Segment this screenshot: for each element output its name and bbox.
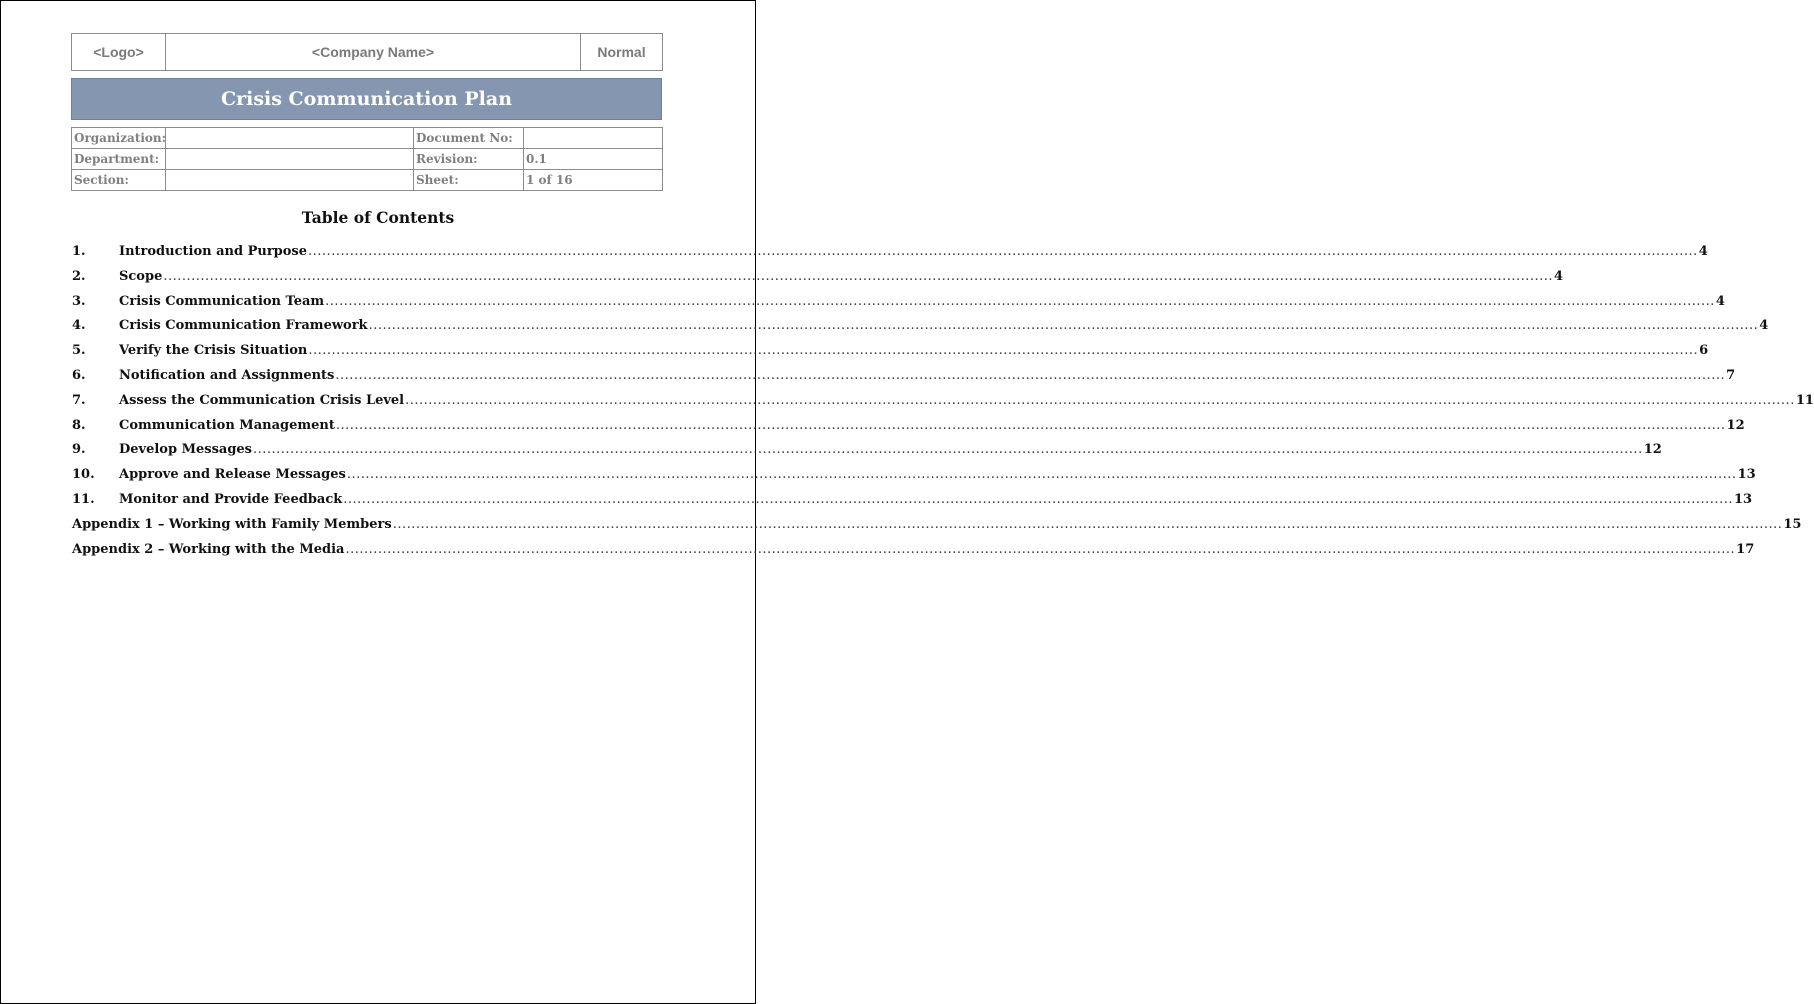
table-of-contents — [72, 244, 1814, 566]
organization-value — [166, 128, 414, 149]
toc-entry-label[interactable]: Crisis Communication Framework — [119, 318, 368, 334]
toc-leader-dots: ............................................................................................................................................................................................................................................................................................................ — [308, 343, 1699, 359]
toc-entry-page: 4 — [1715, 293, 1725, 309]
toc-leader-dots: ............................................................................................................................................................................................................................................................................................................ — [405, 392, 1795, 408]
toc-entry-label[interactable]: Assess the Communication Crisis Level — [119, 392, 405, 408]
toc-entry[interactable] — [72, 442, 1662, 467]
toc-leader-dots: ............................................................................................................................................................................................................................................................................................................ — [308, 244, 1698, 259]
toc-entry-number: 3. — [72, 293, 86, 309]
toc-entry-page: 4 — [1698, 244, 1708, 259]
style-label: Normal — [581, 34, 663, 71]
toc-heading: Table of Contents — [301, 208, 455, 227]
toc-entry-page: 7 — [1726, 367, 1736, 383]
section-label: Section: — [72, 170, 166, 191]
toc-leader-dots: ............................................................................................................................................................................................................................................................................................................ — [335, 417, 1726, 433]
toc-entry-label[interactable]: Verify the Crisis Situation — [119, 343, 308, 359]
toc-entry-label[interactable]: Approve and Release Messages — [119, 467, 346, 483]
toc-entry[interactable] — [72, 491, 1753, 517]
toc-entry-page: 15 — [1783, 516, 1802, 532]
sheet-label: Sheet: — [414, 170, 524, 191]
toc-entry-page: 11 — [1795, 392, 1814, 408]
logo-placeholder: <Logo> — [72, 34, 166, 71]
toc-entry-label[interactable]: Notification and Assignments — [119, 367, 335, 383]
toc-entry-page: 6 — [1699, 343, 1709, 359]
toc-entry-number: 4. — [72, 318, 86, 334]
department-value — [166, 149, 414, 170]
toc-entry-number: 11. — [72, 491, 95, 507]
toc-entry[interactable] — [72, 293, 1725, 319]
department-label: Department: — [72, 149, 166, 170]
toc-entry-label[interactable]: Monitor and Provide Feedback — [119, 491, 343, 507]
toc-entry-number: 7. — [72, 392, 86, 408]
toc-entry-number: 1. — [72, 244, 86, 259]
organization-label: Organization: — [72, 128, 166, 149]
document-title: Crisis Communication Plan — [71, 78, 662, 120]
toc-leader-dots: ............................................................................................................................................................................................................................................................................................................ — [345, 541, 1736, 557]
toc-entry-label[interactable]: Communication Management — [119, 417, 335, 433]
toc-leader-dots: ............................................................................................................................................................................................................................................................................................................ — [253, 442, 1643, 458]
toc-entry-number: 9. — [72, 442, 86, 458]
toc-entry[interactable] — [72, 318, 1769, 343]
toc-entry[interactable] — [72, 244, 1708, 269]
toc-leader-dots: ............................................................................................................................................................................................................................................................................................................ — [335, 367, 1726, 383]
toc-entry-label[interactable]: Appendix 2 – Working with the Media — [72, 541, 345, 557]
document-no-value — [524, 128, 663, 149]
toc-entry[interactable] — [72, 392, 1814, 418]
document-no-label: Document No: — [414, 128, 524, 149]
toc-entry-label[interactable]: Introduction and Purpose — [119, 244, 308, 259]
toc-leader-dots: ............................................................................................................................................................................................................................................................................................................ — [392, 516, 1783, 532]
toc-entry-page: 12 — [1726, 417, 1745, 433]
toc-entry-number: 10. — [72, 467, 95, 483]
toc-entry-page: 13 — [1737, 467, 1756, 483]
toc-leader-dots: ............................................................................................................................................................................................................................................................................................................ — [343, 491, 1733, 507]
toc-entry-label[interactable]: Crisis Communication Team — [119, 293, 325, 309]
toc-appendix-entry[interactable] — [72, 541, 1755, 567]
toc-entry-label[interactable]: Scope — [119, 268, 163, 284]
toc-entry-page: 13 — [1733, 491, 1753, 507]
toc-entry[interactable] — [72, 343, 1709, 368]
toc-entry-number: 5. — [72, 343, 86, 359]
toc-entry[interactable] — [72, 367, 1736, 393]
toc-entry[interactable] — [72, 417, 1745, 443]
revision-value: 0.1 — [524, 149, 663, 170]
toc-leader-dots: ............................................................................................................................................................................................................................................................................................................ — [346, 467, 1737, 483]
toc-entry[interactable] — [72, 467, 1756, 492]
toc-entry-page: 12 — [1643, 442, 1662, 458]
toc-entry-page: 17 — [1736, 541, 1755, 557]
document-info-table — [71, 127, 663, 191]
revision-label: Revision: — [414, 149, 524, 170]
header-table — [71, 33, 663, 71]
section-value — [166, 170, 414, 191]
toc-entry-number: 6. — [72, 367, 86, 383]
toc-leader-dots: ............................................................................................................................................................................................................................................................................................................ — [368, 318, 1759, 334]
toc-entry[interactable] — [72, 268, 1564, 294]
toc-leader-dots: ............................................................................................................................................................................................................................................................................................................ — [163, 268, 1554, 284]
toc-leader-dots: ............................................................................................................................................................................................................................................................................................................ — [325, 293, 1715, 309]
toc-entry-number: 2. — [72, 268, 86, 284]
toc-entry-label[interactable]: Develop Messages — [119, 442, 252, 458]
toc-appendix-entry[interactable] — [72, 516, 1802, 542]
toc-entry-page: 4 — [1759, 318, 1769, 334]
toc-entry-number: 8. — [72, 417, 86, 433]
toc-entry-label[interactable]: Appendix 1 – Working with Family Members — [72, 516, 392, 532]
sheet-value: 1 of 16 — [524, 170, 663, 191]
company-name: <Company Name> — [166, 34, 581, 71]
toc-entry-page: 4 — [1554, 268, 1564, 284]
